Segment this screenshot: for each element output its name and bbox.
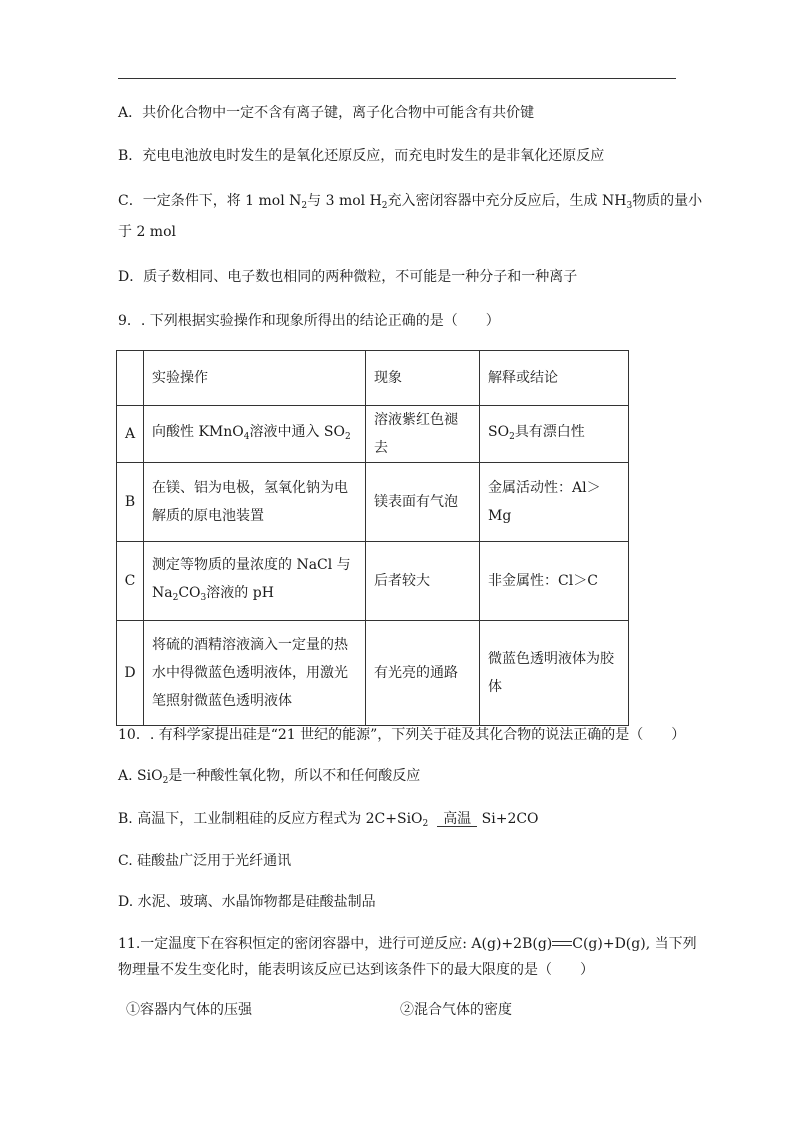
- option-10b: B. 高温下，工业制粗硅的反应方程式为 2C+SiO$_2$ 高温 Si+2CO: [118, 811, 539, 829]
- table-header-cell: 解释或结论: [480, 351, 629, 406]
- operation-cell: 在镁、铝为电极，氢氧化钠为电 解质的原电池装置: [144, 463, 366, 542]
- option-10a: A. SiO$_2$是一种酸性氧化物，所以不和任何酸反应: [118, 768, 421, 786]
- table-row: [117, 621, 629, 726]
- option-10d: D. 水泥、玻璃、水晶饰物都是硅酸盐制品: [118, 894, 376, 910]
- phenomenon-cell: 有光亮的通路: [366, 621, 480, 726]
- question-10-stem: 10．. 有科学家提出硅是“21 世纪的能源”，下列关于硅及其化合物的说法正确的是（ ）: [118, 727, 686, 743]
- phenomenon-cell: 后者较大: [366, 542, 480, 621]
- question-11-line1: 11.一定温度下在容积恒定的密闭容器中，进行可逆反应: A(g)+2B(g) C(g)+D(g), 当下列: [118, 936, 697, 952]
- row-label: D: [117, 621, 144, 726]
- question-11-line2: 物理量不发生变化时，能表明该反应已达到该条件下的最大限度的是（ ）: [118, 962, 594, 978]
- phenomenon-cell: 镁表面有气泡: [366, 463, 480, 542]
- table-header-cell: 现象: [366, 351, 480, 406]
- option-8a: A．共价化合物中一定不含有离子键，离子化合物中可能含有共价键: [118, 105, 535, 121]
- question-9-stem: 9．. 下列根据实验操作和现象所得出的结论正确的是（ ）: [118, 313, 500, 329]
- option-8c-line2: 于 2 mol: [118, 224, 176, 240]
- conclusion-cell: $SO_2$具有漂白性: [480, 406, 629, 463]
- option-8c: C．一定条件下，将 1 mol $N_2$与 3 mol $H_2$充入密闭容器中充分反应后，生成 $NH_3$物质的量小: [118, 193, 703, 211]
- option-11-1: ①容器内气体的压强: [126, 1002, 252, 1018]
- option-11-2: ②混合气体的密度: [400, 1002, 512, 1018]
- reversible-arrow-icon: [552, 939, 572, 949]
- table-row: [117, 463, 629, 542]
- conclusion-cell: 非金属性：Cl＞C: [480, 542, 629, 621]
- table-row: [117, 542, 629, 621]
- experiment-table: [116, 350, 629, 726]
- row-label: A: [117, 406, 144, 463]
- row-label: B: [117, 463, 144, 542]
- reaction-condition: 高温: [437, 812, 477, 827]
- option-8d: D．质子数相同、电子数也相同的两种微粒，不可能是一种分子和一种离子: [118, 269, 578, 285]
- option-8b: B．充电电池放电时发生的是氧化还原反应，而充电时发生的是非氧化还原反应: [118, 148, 605, 164]
- table-row: [117, 406, 629, 463]
- table-header-row: [117, 351, 629, 406]
- header-rule: [118, 78, 676, 79]
- phenomenon-cell: 溶液紫红色褪去: [366, 406, 480, 463]
- row-label: C: [117, 542, 144, 621]
- table-header-cell: [117, 351, 144, 406]
- conclusion-cell: 金属活动性：Al＞Mg: [480, 463, 629, 542]
- operation-cell: 测定等物质的量浓度的 NaCl 与 $Na_2CO_3$溶液的 pH: [144, 542, 366, 621]
- conclusion-cell: 微蓝色透明液体为胶 体: [480, 621, 629, 726]
- operation-cell: 向酸性 KMnO$_4$溶液中通入 $SO_2$: [144, 406, 366, 463]
- table-header-cell: 实验操作: [144, 351, 366, 406]
- option-10c: C. 硅酸盐广泛用于光纤通讯: [118, 853, 292, 869]
- operation-cell: 将硫的酒精溶液滴入一定量的热 水中得微蓝色透明液体，用激光 笔照射微蓝色透明液体: [144, 621, 366, 726]
